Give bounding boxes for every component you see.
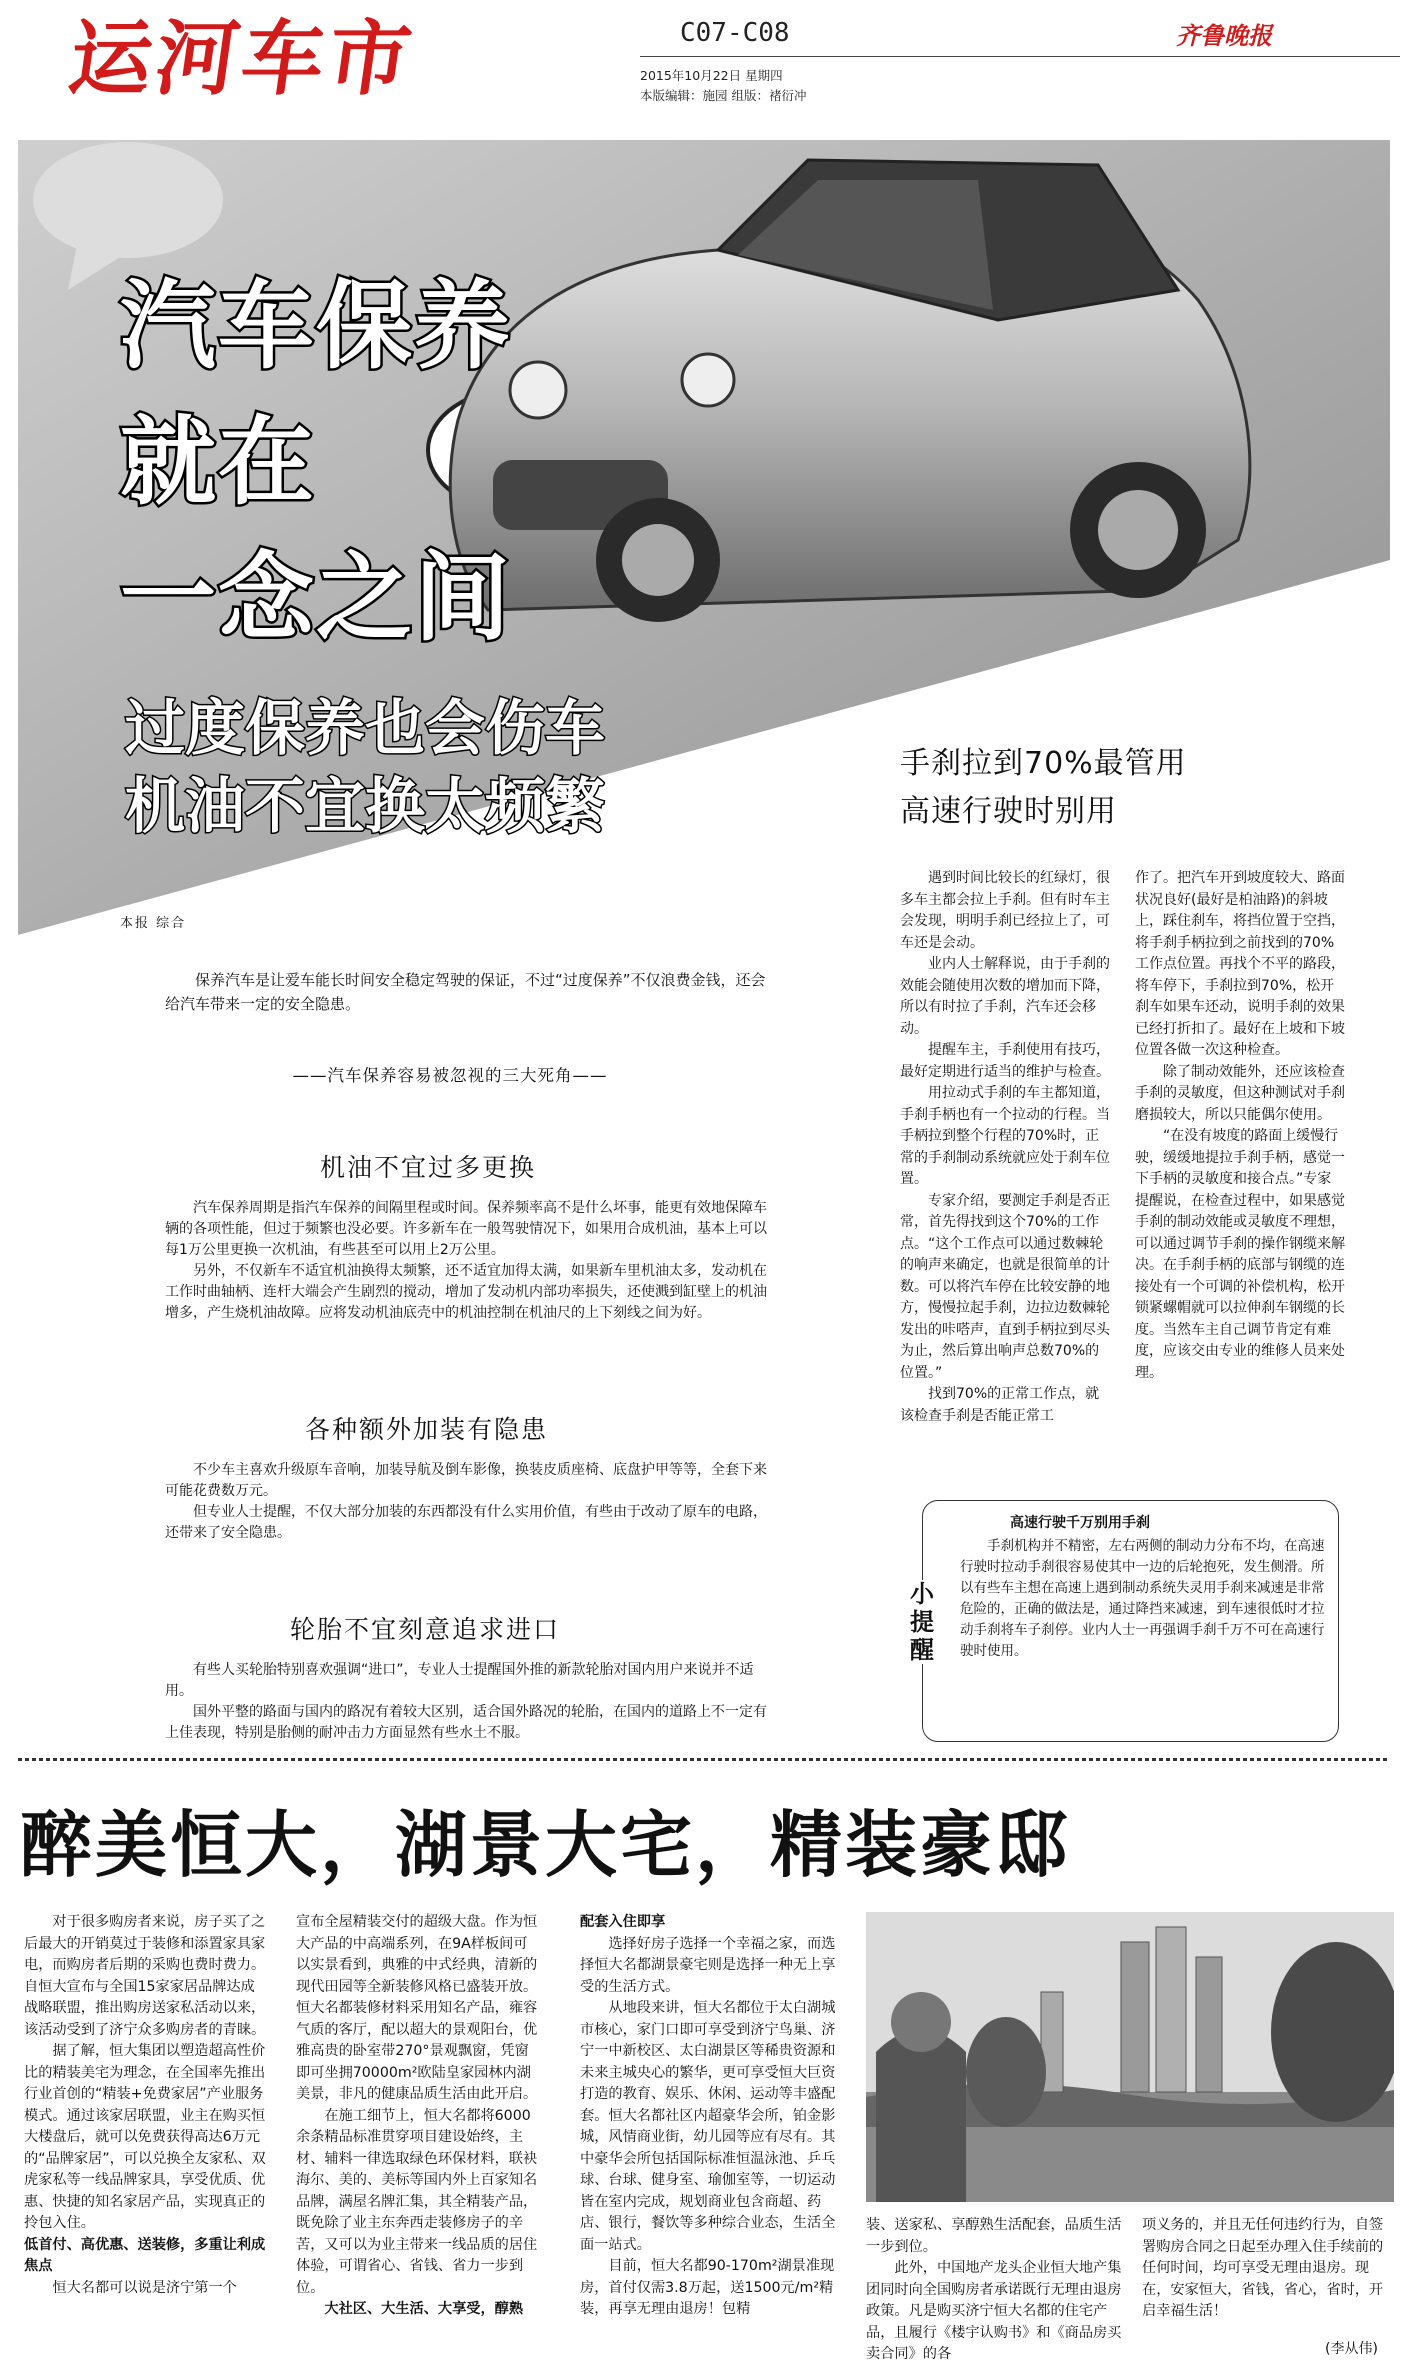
column-subhead: 低首付、高优惠、送装修，多重让利成焦点 <box>24 2236 266 2274</box>
headline-line: 手刹拉到70%最管用 <box>900 746 1187 781</box>
headline-line: 就在 <box>120 406 316 518</box>
editor-credits: 本版编辑：施园 组版：褚衍冲 <box>640 88 807 103</box>
subhead-line: 机油不宜换太频繁 <box>125 772 605 842</box>
page-numbers: C07-C08 <box>680 18 790 48</box>
advert-title: 醉美恒大，湖景大宅，精装豪邸 <box>20 1803 1071 1887</box>
section-title: 轮胎不宜刻意追求进口 <box>290 1615 561 1644</box>
column-paragraph: 据了解，恒大集团以塑造超高性价比的精装美宅为理念，在全国率先推出行业首创的“精装+免费家居”产业服务模式。通过该家居联盟，业主在购买恒大楼盘后，就可以免费获得高达6万元的“品牌家居”，可以兑换全友家私、双虎家私等一线品牌家具，享受优质、优惠、快捷的知名家居产品，实现真正的拎包入住。 <box>24 2043 266 2231</box>
feature-headline <box>120 258 512 666</box>
newspaper-logo: 齐鲁晚报 <box>1176 21 1272 50</box>
column-paragraph: 从地段来讲，恒大名都位于太白湖城市核心，家门口即可享受到济宁鸟巢、济宁一中新校区、太白湖景区等稀贵资源和未来主城央心的繁华，更可享受恒大巨资打造的教育、娱乐、休闲、运动等丰盛配套。恒大名都社区内超豪华会所，铂金影城，风情商业街，幼儿园等应有尽有。其中豪华会所包括国际标准恒温泳池、乒乓球、台球、健身室、瑜伽室等，一切运动皆在室内完成，规划商业包含商超、药店、银行，餐饮等多种综合业态，生活全面一站式。 <box>580 2000 836 2253</box>
section-paragraph: 另外，不仅新车不适宜机油换得太频繁，还不适宜加得太满，如果新车里机油太多，发动机在工作时曲轴柄、连杆大端会产生剧烈的搅动，增加了发动机内部功率损失，还使溅到缸壁上的机油增多，产生烧机油故障。应将发动机油底壳中的机油控制在机油尺的上下刻线之间为好。 <box>165 1263 767 1321</box>
column-subhead: 配套入住即享 <box>580 1914 666 1930</box>
column-paragraph: 在施工细节上，恒大名都将6000余条精品标准贯穿项目建设始终，主材、辅料一律选取绿色环保材料，联袂海尔、美的、美标等国内外上百家知名品牌，满屋名牌汇集，其全精装产品，既免除了业主东奔西走装修房子的辛苦，又可以为业主带来一线品质的居住体验，可谓省心、省钱、省力一步到位。 <box>296 2107 538 2296</box>
column-paragraph: 选择好房子选择一个幸福之家，而选择恒大名都湖景豪宅则是选择一种无上享受的生活方式。 <box>580 1935 836 1995</box>
section-separator <box>18 1758 1390 1761</box>
column-paragraph: 提醒车主，手刹使用有技巧，最好定期进行适当的维护与检查。 <box>900 1042 1110 1080</box>
handbrake-column-2 <box>1135 868 1345 1384</box>
advert-column-2 <box>296 1912 539 2321</box>
section-paragraph: 国外平整的路面与国内的路况有着较大区别，适合国外路况的轮胎，在国内的道路上不一定有上佳表现，特别是胎侧的耐冲击力方面显然有些水土不服。 <box>165 1704 767 1741</box>
intro-paragraph: 保养汽车是让爱车能长时间安全稳定驾驶的保证，不过“过度保养”不仅浪费金钱，还会给汽车带来一定的安全隐患。 <box>165 971 766 1013</box>
advert-column-4 <box>866 2215 1126 2366</box>
column-paragraph: 专家介绍，要测定手刹是否正常，首先得找到这个70%的工作点。“这个工作点可以通过数棘轮的响声来确定，也就是很简单的计数。可以将汽车停在比较安静的地方，慢慢拉起手刹，边拉边数棘轮发出的咔嗒声，直到手柄拉到尽头为止，然后算出响声总数70%的位置。” <box>900 1192 1110 1381</box>
handbrake-column-1 <box>900 868 1110 1427</box>
column-paragraph: 作了。把汽车开到坡度较大、路面状况良好(最好是柏油路)的斜坡上，踩住刹车，将挡位置于空挡，将手刹手柄拉到之前找到的70%工作点位置。再找个不平的路段，将车停下，手刹拉到70%，松开刹车如果车还动，说明手刹的效果已经打折扣了。最好在上坡和下坡位置各做一次这种检查。 <box>1135 870 1345 1058</box>
column-subhead: 大社区、大生活、大享受，醇熟 <box>324 2301 524 2317</box>
tip-title: 高速行驶千万别用手刹 <box>1010 1515 1150 1531</box>
column-paragraph: 目前，恒大名都90-170m²湖景准现房，首付仅需3.8万起，送1500元/m²精装，再享无理由退房！包精 <box>580 2258 835 2317</box>
headline-line: 一念之间 <box>120 542 512 654</box>
issue-date: 2015年10月22日 星期四 <box>640 68 783 83</box>
masthead-meta <box>640 66 806 106</box>
section-paragraph: 但专业人士提醒，不仅大部分加装的东西都没有什么实用价值，有些由于改动了原车的电路，还带来了安全隐患。 <box>165 1504 767 1541</box>
tip-content <box>960 1512 1325 1662</box>
column-paragraph: “在没有坡度的路面上缓慢行驶，缓缓地提拉手刹手柄，感觉一下手柄的灵敏度和接合点。”专家提醒说，在检查过程中，如果感觉手刹的制动效能或灵敏度不理想，可以通过调节手刹的操作钢缆来解决。在手刹手柄的底部与钢缆的连接处有一个可调的补偿机构，松开锁紧螺帽就可以拉伸刹车钢缆的长度。当然车主自己调节肯定有难度，应该交由专业的维修人员来处理。 <box>1135 1128 1345 1381</box>
column-paragraph: 项义务的，并且无任何违约行为，自签署购房合同之日起至办理入住手续前的任何时间，均可享受无理由退房。现在，安家恒大，省钱，省心，省时，开启幸福生活！ <box>1142 2217 1384 2319</box>
column-paragraph: 用拉动式手刹的车主都知道，手刹手柄也有一个拉动的行程。当手柄拉到整个行程的70%时，正常的手刹制动系统就应处于刹车位置。 <box>900 1085 1110 1187</box>
section-engine-oil <box>165 1148 777 1324</box>
byline: 本报 综合 <box>120 916 187 931</box>
section-divider: ——汽车保养容易被忽视的三大死角—— <box>292 1066 608 1085</box>
subhead-line: 过度保养也会伤车 <box>125 694 605 764</box>
advert-column-1 <box>24 1912 267 2299</box>
author-credit: (李从伟) <box>1325 2341 1378 2357</box>
headline-line: 高速行驶时别用 <box>900 794 1117 829</box>
column-paragraph: 此外，中国地产龙头企业恒大地产集团同时向全国购房者承诺既行无理由退房政策。凡是购买济宁恒大名都的住宅产品，且履行《楼宇认购书》和《商品房买卖合同》的各 <box>866 2260 1122 2362</box>
column-paragraph: 装、送家私、享醇熟生活配套，品质生活一步到位。 <box>866 2217 1122 2255</box>
column-paragraph: 宣布全屋精装交付的超级大盘。作为恒大产品的中高端系列，在9A样板间可以实景看到，典雅的中式经典，清新的现代田园等全新装修风格已盛装开放。恒大名都装修材料采用知名产品，雍容气质的客厅，配以超大的景观阳台，优雅高贵的卧室带270°景观飘窗，凭窗即可坐拥70000m²欧陆皇家园林内湖美景，非凡的健康品质生活由此开启。 <box>296 1914 538 2102</box>
tip-body: 手刹机构并不精密，左右两侧的制动力分布不均，在高速行驶时拉动手刹很容易使其中一边的后轮抱死，发生侧滑。所以有些车主想在高速上遇到制动系统失灵用手刹来减速是非常危险的，正确的做法是，通过降挡来减速，到车速很低时才拉动手刹将车子刹停。业内人士一再强调手刹千万不可在高速行驶时使用。 <box>960 1538 1325 1659</box>
advert-column-5 <box>1142 2215 1394 2323</box>
column-paragraph: 对于很多购房者来说，房子买了之后最大的开销莫过于装修和添置家具家电，而购房者后期的采购也费时费力。自恒大宣布与全国15家家居品牌达成战略联盟，推出购房送家私活动以来，该活动受到了济宁众多购房者的青睐。 <box>24 1914 266 2038</box>
section-accessories <box>165 1410 777 1544</box>
column-paragraph: 恒大名都可以说是济宁第一个 <box>52 2279 237 2296</box>
section-paragraph: 有些人买轮胎特别喜欢强调“进口”，专业人士提醒国外推的新款轮胎对国内用户来说并不适用。 <box>165 1662 754 1699</box>
section-title: 各种额外加装有隐患 <box>305 1415 549 1444</box>
column-paragraph: 遇到时间比较长的红绿灯，很多车主都会拉上手刹。但有时车主会发现，明明手刹已经拉上了，可车还是会动。 <box>900 870 1110 951</box>
headline-line: 汽车保养 <box>120 270 512 382</box>
section-paragraph: 汽车保养周期是指汽车保养的间隔里程或时间。保养频率高不是什么坏事，能更有效地保障车辆的各项性能，但过于频繁也没必要。许多新车在一般驾驶情况下，如果用合成机油，基本上可以每1万公里更换一次机油，有些甚至可以用上2万公里。 <box>165 1200 767 1258</box>
handbrake-headline <box>900 740 1187 836</box>
column-paragraph: 业内人士解释说，由于手刹的效能会随使用次数的增加而下降，所以有时拉了手刹，汽车还会移动。 <box>900 956 1110 1037</box>
section-title: 机油不宜过多更换 <box>320 1153 537 1182</box>
section-paragraph: 不少车主喜欢升级原车音响，加装导航及倒车影像，换装皮质座椅、底盘护甲等等，全套下来可能花费数万元。 <box>165 1462 767 1499</box>
tip-label: 小提醒 <box>905 1580 939 1664</box>
section-masthead: 运河车市 <box>63 12 421 107</box>
column-paragraph: 除了制动效能外，还应该检查手刹的灵敏度，但这种测试对手刹磨损较大，所以只能偶尔使用。 <box>1135 1063 1345 1123</box>
resort-photo <box>866 1912 1394 2202</box>
section-tyres <box>165 1610 777 1744</box>
feature-subheadline <box>125 690 605 846</box>
column-paragraph: 找到70%的正常工作点，就该检查手刹是否能正常工 <box>900 1386 1100 1424</box>
advert-column-3 <box>580 1912 842 2321</box>
masthead-rule <box>640 56 1400 57</box>
